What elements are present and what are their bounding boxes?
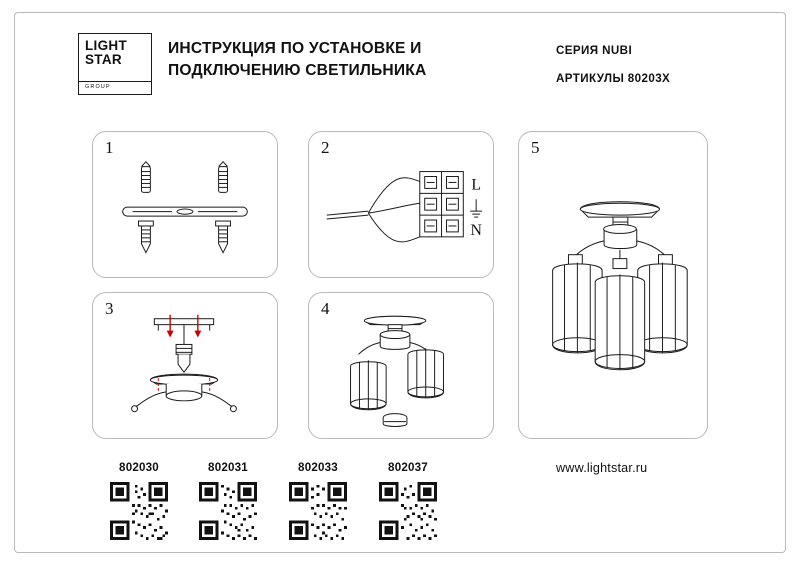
step-panel-5 xyxy=(518,131,708,439)
step-panel-2 xyxy=(308,131,494,278)
product-code-block xyxy=(270,461,366,540)
logo-line2: STAR xyxy=(85,52,122,67)
step-2-illustration xyxy=(309,132,493,277)
title-line-2: ПОДКЛЮЧЕНИЮ СВЕТИЛЬНИКА xyxy=(168,62,427,79)
website-link[interactable]: www.lightstar.ru xyxy=(556,461,648,475)
step-5-illustration xyxy=(519,132,707,437)
product-code-block xyxy=(180,461,276,540)
step-4-illustration xyxy=(309,293,493,438)
logo-line1: LIGHT xyxy=(85,38,127,53)
step-number-1: 1 xyxy=(105,138,114,157)
wiring-live-label: L xyxy=(471,176,481,194)
qr-code-icon xyxy=(379,482,437,540)
series-label: СЕРИЯ NUBI xyxy=(556,44,633,57)
article-label: АРТИКУЛЫ 80203X xyxy=(556,72,671,85)
step-panel-1 xyxy=(92,131,278,278)
qr-code-icon xyxy=(110,482,168,540)
qr-code-icon xyxy=(199,482,257,540)
step-number-2: 2 xyxy=(321,138,330,157)
product-code-label: 802033 xyxy=(298,461,338,474)
logo-sub: GROUP xyxy=(85,84,111,90)
title-line-1: ИНСТРУКЦИЯ ПО УСТАНОВКЕ И xyxy=(168,40,422,57)
product-code-block xyxy=(91,461,187,540)
qr-code-icon xyxy=(289,482,347,540)
step-3-illustration xyxy=(93,293,277,438)
step-1-illustration xyxy=(93,132,277,277)
step-panel-3 xyxy=(92,292,278,439)
step-number-3: 3 xyxy=(105,299,114,318)
logo-divider xyxy=(79,81,151,82)
step-number-5: 5 xyxy=(531,138,540,157)
product-code-block xyxy=(360,461,456,540)
product-code-label: 802031 xyxy=(208,461,248,474)
step-panel-4 xyxy=(308,292,494,439)
product-code-label: 802030 xyxy=(119,461,159,474)
wiring-neutral-label: N xyxy=(470,221,482,239)
product-code-label: 802037 xyxy=(388,461,428,474)
step-number-4: 4 xyxy=(321,299,330,318)
lightstar-logo xyxy=(78,33,152,95)
page-title xyxy=(168,38,498,82)
